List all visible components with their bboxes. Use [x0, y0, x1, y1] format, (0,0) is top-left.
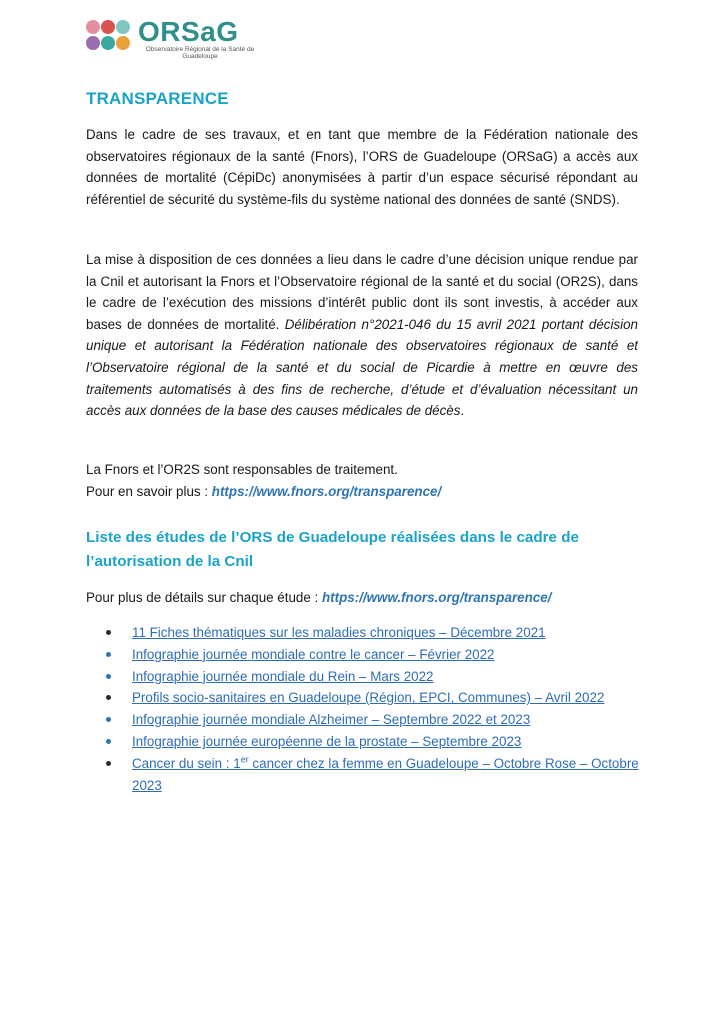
deliberation-text: Délibération n°2021-046 du 15 avril 2021 portant décision unique et autorisant la Fédération nationale des observatoires régionaux de santé et l’Observatoire régional de la santé et du social de Picardie à mettre en œuvre des traitements automatisés à des fins de recherche, d’étude et d’évaluation nécessitant un accès aux données de la base des causes médicales de décès [86, 316, 638, 419]
bullet-icon [106, 695, 111, 700]
details-link[interactable]: https://www.fnors.org/transparence/ [321, 590, 552, 605]
list-item [106, 687, 646, 709]
bullet-icon [106, 761, 111, 766]
logo-circle [86, 36, 100, 50]
study-link[interactable]: Infographie journée mondiale du Rein – Mars 2022 [132, 668, 434, 684]
bullet-icon [106, 717, 111, 722]
logo-subtitle: Observatoire Régional de la Santé de Guadeloupe [145, 46, 255, 60]
paragraph-cnil [86, 249, 638, 422]
bullet-icon [106, 630, 111, 635]
cnil-text: La mise à disposition de ces données a lieu dans le cadre d’une décision unique rendue par la Cnil et autorisant la Fnors et l’Observatoire régional de la santé et du social (OR2S), dans le cadre de l’exécution des missions d’intérêt public dont ils sont investis, à accéder aux bases de données de mortalité. [86, 252, 638, 332]
bullet-icon [106, 739, 111, 744]
logo-circle [116, 36, 130, 50]
studies-list [106, 622, 646, 796]
study-text-b: cancer chez la femme en Guadeloupe – Octobre Rose – Octobre 2023 [132, 755, 639, 793]
list-item [106, 644, 646, 666]
study-link[interactable]: 11 Fiches thématiques sur les maladies chroniques – Décembre 2021 [132, 625, 546, 640]
study-link[interactable]: Infographie journée mondiale Alzheimer – Septembre 2022 et 2023 [132, 712, 531, 728]
bullet-icon [106, 652, 111, 657]
section-title: Liste des études de l’ORS de Guadeloupe réalisées dans le cadre de l’autorisation de la Cnil [86, 529, 579, 570]
study-link[interactable] [132, 756, 639, 793]
list-item [106, 666, 646, 688]
logo-circles-icon [86, 18, 134, 62]
page-title: TRANSPARENCE [86, 89, 229, 108]
list-item [106, 709, 646, 731]
logo-circle [86, 20, 100, 34]
list-item [106, 753, 646, 797]
bullet-icon [106, 674, 111, 679]
logo-circle [101, 20, 115, 34]
study-text-a: Cancer du sein : 1 [132, 755, 241, 771]
transparence-link[interactable]: https://www.fnors.org/transparence/ [211, 483, 442, 499]
study-link[interactable]: Infographie journée mondiale contre le cancer – Février 2022 [132, 646, 495, 662]
paragraph-responsables [86, 459, 638, 502]
study-sup: er [240, 754, 249, 765]
study-link[interactable]: Infographie journée européenne de la prostate – Septembre 2023 [132, 733, 522, 749]
logo-circle [116, 20, 130, 34]
list-item [106, 731, 646, 753]
list-item [106, 622, 646, 644]
savoir-plus-label: Pour en savoir plus : [86, 483, 212, 499]
study-link[interactable]: Profils socio-sanitaires en Guadeloupe (Région, EPCI, Communes) – Avril 2022 [132, 690, 605, 706]
period: . [460, 403, 465, 419]
responsables-text: La Fnors et l’OR2S sont responsables de traitement. [86, 462, 398, 477]
logo-name: ORSaG [138, 16, 239, 47]
paragraph-intro: Dans le cadre de ses travaux, et en tant que membre de la Fédération nationale des observatoires régionaux de la santé (Fnors), l’ORS de Guadeloupe (ORSaG) a accès aux données de mortalité (CépiDc) anonymisées à partir d’un espace sécurisé répondant au référentiel de sécurité du système-fils du système national des données de santé (SNDS). [86, 127, 638, 207]
paragraph-details [86, 587, 638, 609]
orsag-logo [86, 18, 256, 62]
details-label: Pour plus de détails sur chaque étude : [86, 590, 322, 605]
logo-circle [101, 36, 115, 50]
